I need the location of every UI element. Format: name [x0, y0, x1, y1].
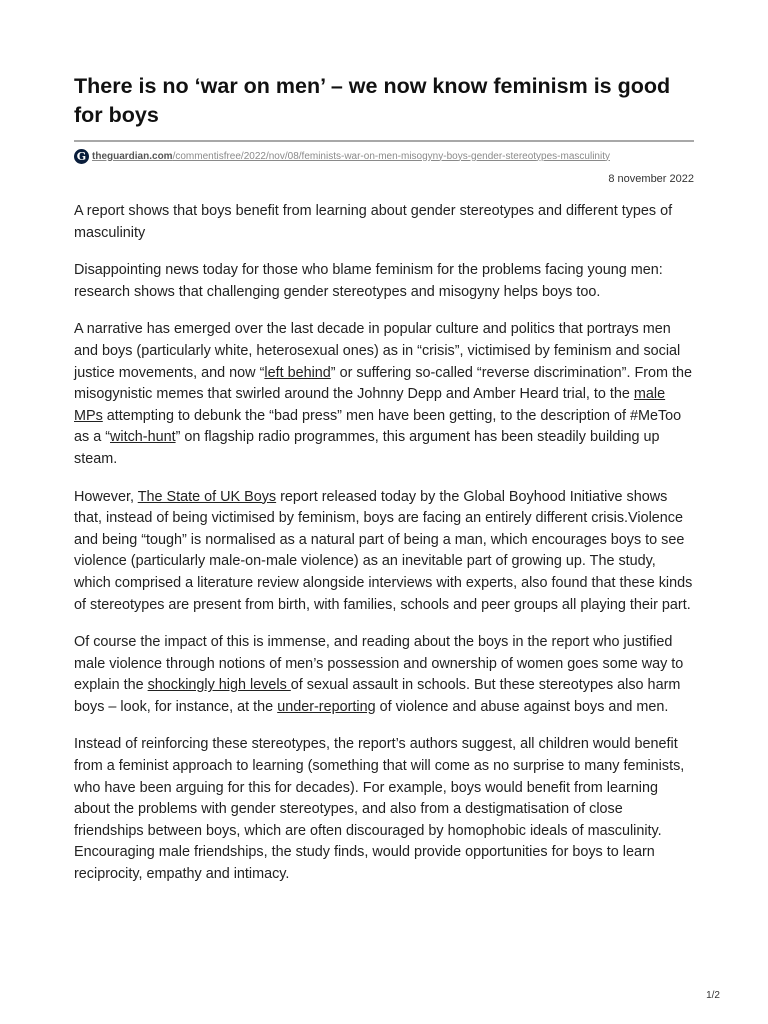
male-mps-link[interactable]: male MPs — [74, 386, 666, 424]
text-span: However, — [74, 488, 138, 505]
guardian-logo-icon: G — [74, 149, 89, 164]
state-of-uk-boys-link[interactable]: The State of UK Boys — [137, 488, 277, 505]
paragraph-1: Disappointing news today for those who blame feminism for the problems facing young men: research shows that challenging gender stereotypes and misogyny helps boys too. — [74, 262, 663, 300]
paragraph-3 — [74, 487, 694, 617]
text-span: attempting to debunk the “bad press” men have been getting, to the description of #MeToo as a “ — [74, 407, 682, 446]
publish-date: 8 november 2022 — [608, 173, 694, 185]
source-path: /commentisfree/2022/nov/08/feminists-war-on-men-misogyny-boys-gender-stereotypes-masculinity — [172, 150, 610, 162]
headline: There is no ‘war on men’ – we now know feminism is good for boys — [74, 74, 671, 127]
source-url-link[interactable] — [92, 151, 610, 162]
page-number: 1/2 — [706, 990, 720, 1001]
text-span: Of course the impact of this is immense, and reading about the boys in the report who justified male violence through notions of men’s possession and ownership of women goes some way to explain the — [74, 634, 684, 694]
text-span: report released today by the Global Boyhood Initiative shows that, instead of being victimised by feminism, boys are facing an entirely different crisis.Violence and being “tough” is normalised as a natural part of being a man, which encourages boys to see violence (particularly male-on-male violence) as an inevitable part of growing up. The study, which comprised a literature review alongside interviews with experts, also found that these kinds of stereotypes are present from birth, with families, schools and peer groups all playing their part. — [74, 488, 693, 613]
under-reporting-link[interactable]: under-reporting — [277, 698, 376, 715]
source-domain: theguardian.com — [92, 150, 173, 162]
source-link-row — [74, 147, 694, 165]
paragraph-4 — [74, 632, 694, 718]
text-span: A narrative has emerged over the last decade in popular culture and politics that portrays men and boys (particularly white, heterosexual ones) as in “crisis”, victimised by feminism and social justice movements, and now “ — [74, 321, 681, 381]
left-behind-link[interactable]: left behind — [264, 364, 331, 381]
witch-hunt-link[interactable]: witch-hunt — [110, 429, 176, 446]
text-span: of sexual assault in schools. But these stereotypes also harm boys – look, for instance, at the — [74, 677, 681, 715]
shockingly-high-levels-link[interactable]: shockingly high levels — [147, 677, 291, 694]
standfirst: A report shows that boys benefit from learning about gender stereotypes and different types of masculinity — [74, 203, 673, 241]
paragraph-5: Instead of reinforcing these stereotypes, the report’s authors suggest, all children would benefit from a feminist approach to learning (something that will come as no surprise to many feminists, who have been arguing for this for decades). For example, boys would benefit from learning about the problems with gender stereotypes, and also from a destigmatisation of close friendships between boys, which are often discouraged by homophobic ideals of masculinity. Encouraging male friendships, the study finds, would provide opportunities for boys to learn reciprocity, empathy and intimacy. — [74, 736, 685, 883]
text-span: ” or suffering so-called “reverse discrimination”. From the misogynistic memes that swirled around the Johnny Depp and Amber Heard trial, to the — [74, 364, 693, 403]
divider — [74, 140, 694, 142]
article — [74, 72, 694, 886]
text-span: of violence and abuse against boys and men. — [375, 698, 669, 715]
paragraph-2 — [74, 319, 694, 470]
text-span: ” on flagship radio programmes, this argument has been steadily building up steam. — [74, 429, 660, 467]
